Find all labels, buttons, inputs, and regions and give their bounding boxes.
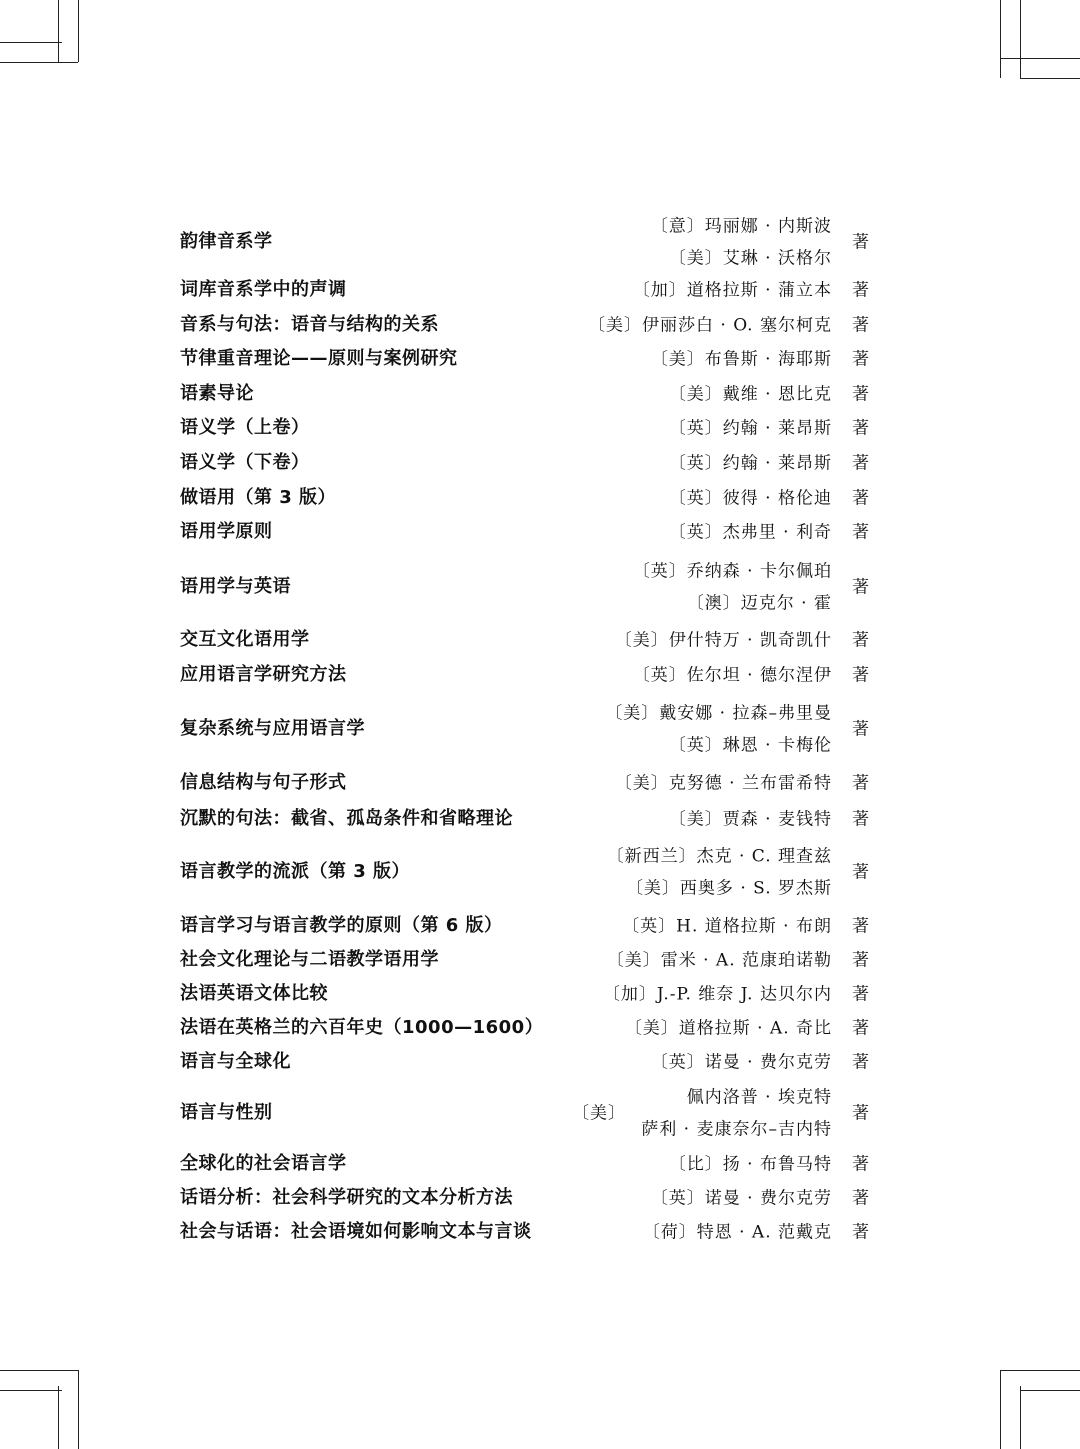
book-author: 佩内洛普 · 埃克特: [686, 1087, 832, 1108]
book-role: 著: [852, 349, 869, 370]
book-title: 法语英语文体比较: [180, 983, 328, 1004]
book-role: 著: [852, 630, 869, 651]
book-role: 著: [852, 1103, 869, 1124]
book-title: 交互文化语用学: [180, 629, 310, 650]
book-author: 〔美〕伊丽莎白 · O. 塞尔柯克: [588, 315, 832, 336]
book-role: 著: [852, 950, 869, 971]
book-role: 著: [852, 809, 869, 830]
book-role: 著: [852, 1154, 869, 1175]
book-role: 著: [852, 665, 869, 686]
book-role: 著: [852, 1018, 869, 1039]
book-role: 著: [852, 315, 869, 336]
book-title: 语义学（下卷）: [180, 452, 310, 473]
book-author: 〔加〕道格拉斯 · 蒲立本: [632, 280, 832, 301]
book-role: 著: [852, 453, 869, 474]
book-author: 〔美〕戴安娜 · 拉森–弗里曼: [605, 703, 832, 724]
book-author: 〔英〕H. 道格拉斯 · 布朗: [622, 916, 832, 937]
book-author: 〔英〕约翰 · 莱昂斯: [668, 418, 832, 439]
book-title: 词库音系学中的声调: [180, 279, 347, 300]
book-role: 著: [852, 1052, 869, 1073]
book-title: 语言与全球化: [180, 1051, 291, 1072]
book-title: 语义学（上卷）: [180, 417, 310, 438]
book-author: 〔澳〕迈克尔 · 霍: [686, 593, 832, 614]
book-author: 萨利 · 麦康奈尔–吉内特: [641, 1119, 832, 1140]
book-role: 著: [852, 577, 869, 598]
book-title: 语言学习与语言教学的原则（第 6 版）: [180, 915, 503, 936]
book-role: 著: [852, 984, 869, 1005]
book-title: 沉默的句法：截省、孤岛条件和省略理论: [180, 808, 513, 829]
book-title: 语言与性别: [180, 1102, 273, 1123]
book-author: 〔英〕杰弗里 · 利奇: [668, 522, 832, 543]
book-author: 〔美〕贾森 · 麦钱特: [668, 809, 832, 830]
book-author: 〔美〕布鲁斯 · 海耶斯: [650, 349, 832, 370]
book-title: 做语用（第 3 版）: [180, 487, 337, 508]
book-title: 音系与句法：语音与结构的关系: [180, 314, 439, 335]
book-author: 〔英〕佐尔坦 · 德尔涅伊: [632, 665, 832, 686]
book-title: 节律重音理论——原则与案例研究: [180, 348, 458, 369]
book-author: 〔英〕琳恩 · 卡梅伦: [668, 735, 832, 756]
book-role: 著: [852, 384, 869, 405]
book-role: 著: [852, 522, 869, 543]
book-title: 韵律音系学: [180, 231, 273, 252]
book-author: 〔比〕扬 · 布鲁马特: [668, 1154, 832, 1175]
book-role: 著: [852, 916, 869, 937]
book-author: 〔美〕克努德 · 兰布雷希特: [614, 773, 832, 794]
book-role: 著: [852, 862, 869, 883]
book-country: 〔美〕: [572, 1103, 626, 1124]
book-title: 社会文化理论与二语教学语用学: [180, 949, 439, 970]
book-author: 〔美〕雷米 · A. 范康珀诺勒: [606, 950, 832, 971]
book-role: 著: [852, 232, 869, 253]
book-role: 著: [852, 719, 869, 740]
book-author: 〔英〕约翰 · 莱昂斯: [668, 453, 832, 474]
book-title: 语素导论: [180, 383, 254, 404]
book-author: 〔新西兰〕杰克 · C. 理查兹: [606, 846, 832, 867]
book-title: 全球化的社会语言学: [180, 1153, 347, 1174]
book-title: 应用语言学研究方法: [180, 664, 347, 685]
book-title: 语言教学的流派（第 3 版）: [180, 861, 411, 882]
book-author: 〔意〕玛丽娜 · 内斯波: [650, 216, 832, 237]
book-author: 〔英〕诺曼 · 费尔克劳: [650, 1188, 832, 1209]
book-author: 〔加〕J.-P. 维奈 J. 达贝尔内: [602, 984, 832, 1005]
book-title: 法语在英格兰的六百年史（1000—1600）: [180, 1017, 544, 1038]
book-title: 语用学原则: [180, 521, 273, 542]
book-author: 〔美〕道格拉斯 · A. 奇比: [624, 1018, 832, 1039]
book-role: 著: [852, 488, 869, 509]
book-title: 话语分析：社会科学研究的文本分析方法: [180, 1187, 513, 1208]
book-author: 〔荷〕特恩 · A. 范戴克: [642, 1222, 832, 1243]
book-author: 〔英〕诺曼 · 费尔克劳: [650, 1052, 832, 1073]
book-author: 〔美〕伊什特万 · 凯奇凯什: [614, 630, 832, 651]
book-role: 著: [852, 418, 869, 439]
book-title: 复杂系统与应用语言学: [180, 718, 365, 739]
book-title: 语用学与英语: [180, 576, 291, 597]
book-title: 信息结构与句子形式: [180, 772, 347, 793]
book-role: 著: [852, 1188, 869, 1209]
book-author: 〔英〕彼得 · 格伦迪: [668, 488, 832, 509]
book-role: 著: [852, 280, 869, 301]
book-author: 〔美〕西奥多 · S. 罗杰斯: [625, 878, 832, 899]
book-author: 〔美〕艾琳 · 沃格尔: [668, 248, 832, 269]
book-title: 社会与话语：社会语境如何影响文本与言谈: [180, 1221, 532, 1242]
book-role: 著: [852, 1222, 869, 1243]
book-author: 〔美〕戴维 · 恩比克: [668, 384, 832, 405]
book-author: 〔英〕乔纳森 · 卡尔佩珀: [632, 561, 832, 582]
book-role: 著: [852, 773, 869, 794]
